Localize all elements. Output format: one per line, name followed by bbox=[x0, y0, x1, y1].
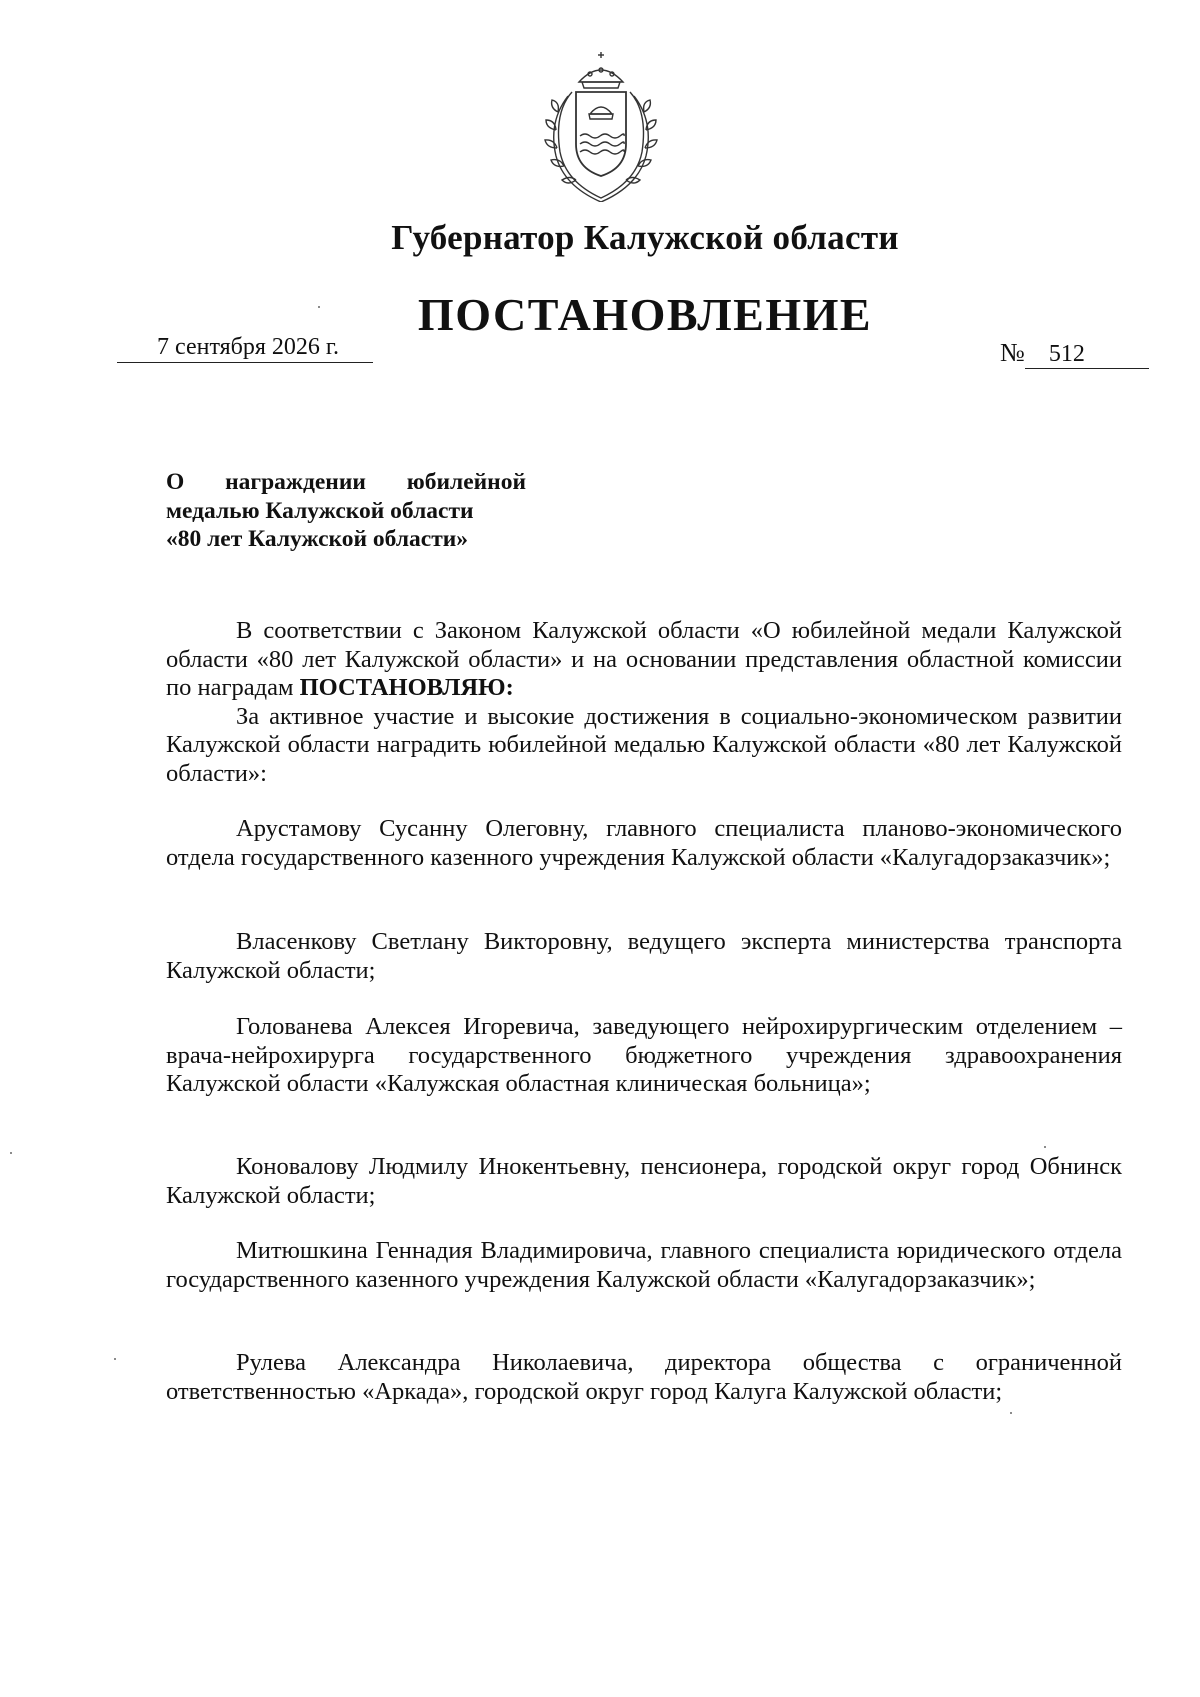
subject-line: медалью Калужской области bbox=[166, 497, 474, 524]
recipient-text: Арустамову Сусанну Олеговну, главного специалиста планово-экономического отдела государственного казенного учреждения Калужской области «Калугадорзаказчик»; bbox=[166, 815, 1122, 871]
preamble-paragraph bbox=[166, 617, 1122, 703]
preamble-text: В соответствии с Законом Калужской области «О юбилейной медали Калужской области «80 лет Калужской области» и на основании представления областной комиссии по наградам bbox=[166, 617, 1122, 701]
scan-speck bbox=[114, 1358, 116, 1360]
recipient-item bbox=[166, 928, 1122, 985]
decree-word: ПОСТАНОВЛЯЮ: bbox=[299, 674, 514, 701]
document-subject bbox=[166, 468, 526, 554]
recipient-item bbox=[166, 1349, 1122, 1406]
award-paragraph: За активное участие и высокие достижения в социально-экономическом развитии Калужской области наградить юбилейной медалью Калужской области «80 лет Калужской области»: bbox=[166, 702, 1122, 787]
recipient-text: Рулева Александра Николаевича, директора общества с ограниченной ответственностью «Аркада», городской округ город Калуга Калужской области; bbox=[166, 1349, 1122, 1405]
subject-line: «80 лет Калужской области» bbox=[166, 526, 469, 552]
coat-of-arms-icon bbox=[532, 52, 670, 202]
recipient-item bbox=[166, 1153, 1122, 1210]
recipient-item bbox=[166, 815, 1122, 872]
recipient-text: Митюшкина Геннадия Владимировича, главного специалиста юридического отдела государственного казенного учреждения Калужской области «Калугадорзаказчик»; bbox=[166, 1237, 1122, 1293]
issuing-authority: Губернатор Калужской области bbox=[391, 218, 899, 257]
document-type-title: ПОСТАНОВЛЕНИЕ bbox=[417, 289, 873, 340]
document-number: 512 bbox=[1025, 341, 1149, 369]
recipient-text: Голованева Алексея Игоревича, заведующего нейрохирургическим отделением – врача-нейрохирурга государственного бюджетного учреждения здравоохранения Калужской области «Калужская областная клиническая больница»; bbox=[166, 1013, 1122, 1097]
scan-speck bbox=[10, 1152, 12, 1154]
recipient-item bbox=[166, 1013, 1122, 1099]
document-date: 7 сентября 2026 г. bbox=[117, 334, 373, 363]
scan-speck bbox=[1010, 1412, 1012, 1414]
recipient-text: Власенкову Светлану Викторовну, ведущего эксперта министерства транспорта Калужской области; bbox=[166, 928, 1122, 984]
subject-line: О награждении юбилейной bbox=[166, 469, 526, 495]
recipient-text: Коновалову Людмилу Инокентьевну, пенсионера, городской округ город Обнинск Калужской области; bbox=[166, 1153, 1122, 1209]
document-number-block bbox=[1000, 338, 1149, 369]
scan-speck bbox=[318, 306, 320, 308]
number-sign: № bbox=[1000, 338, 1025, 367]
recipient-item bbox=[166, 1237, 1122, 1294]
preamble-block bbox=[166, 617, 1122, 788]
scan-speck bbox=[1044, 1146, 1046, 1148]
